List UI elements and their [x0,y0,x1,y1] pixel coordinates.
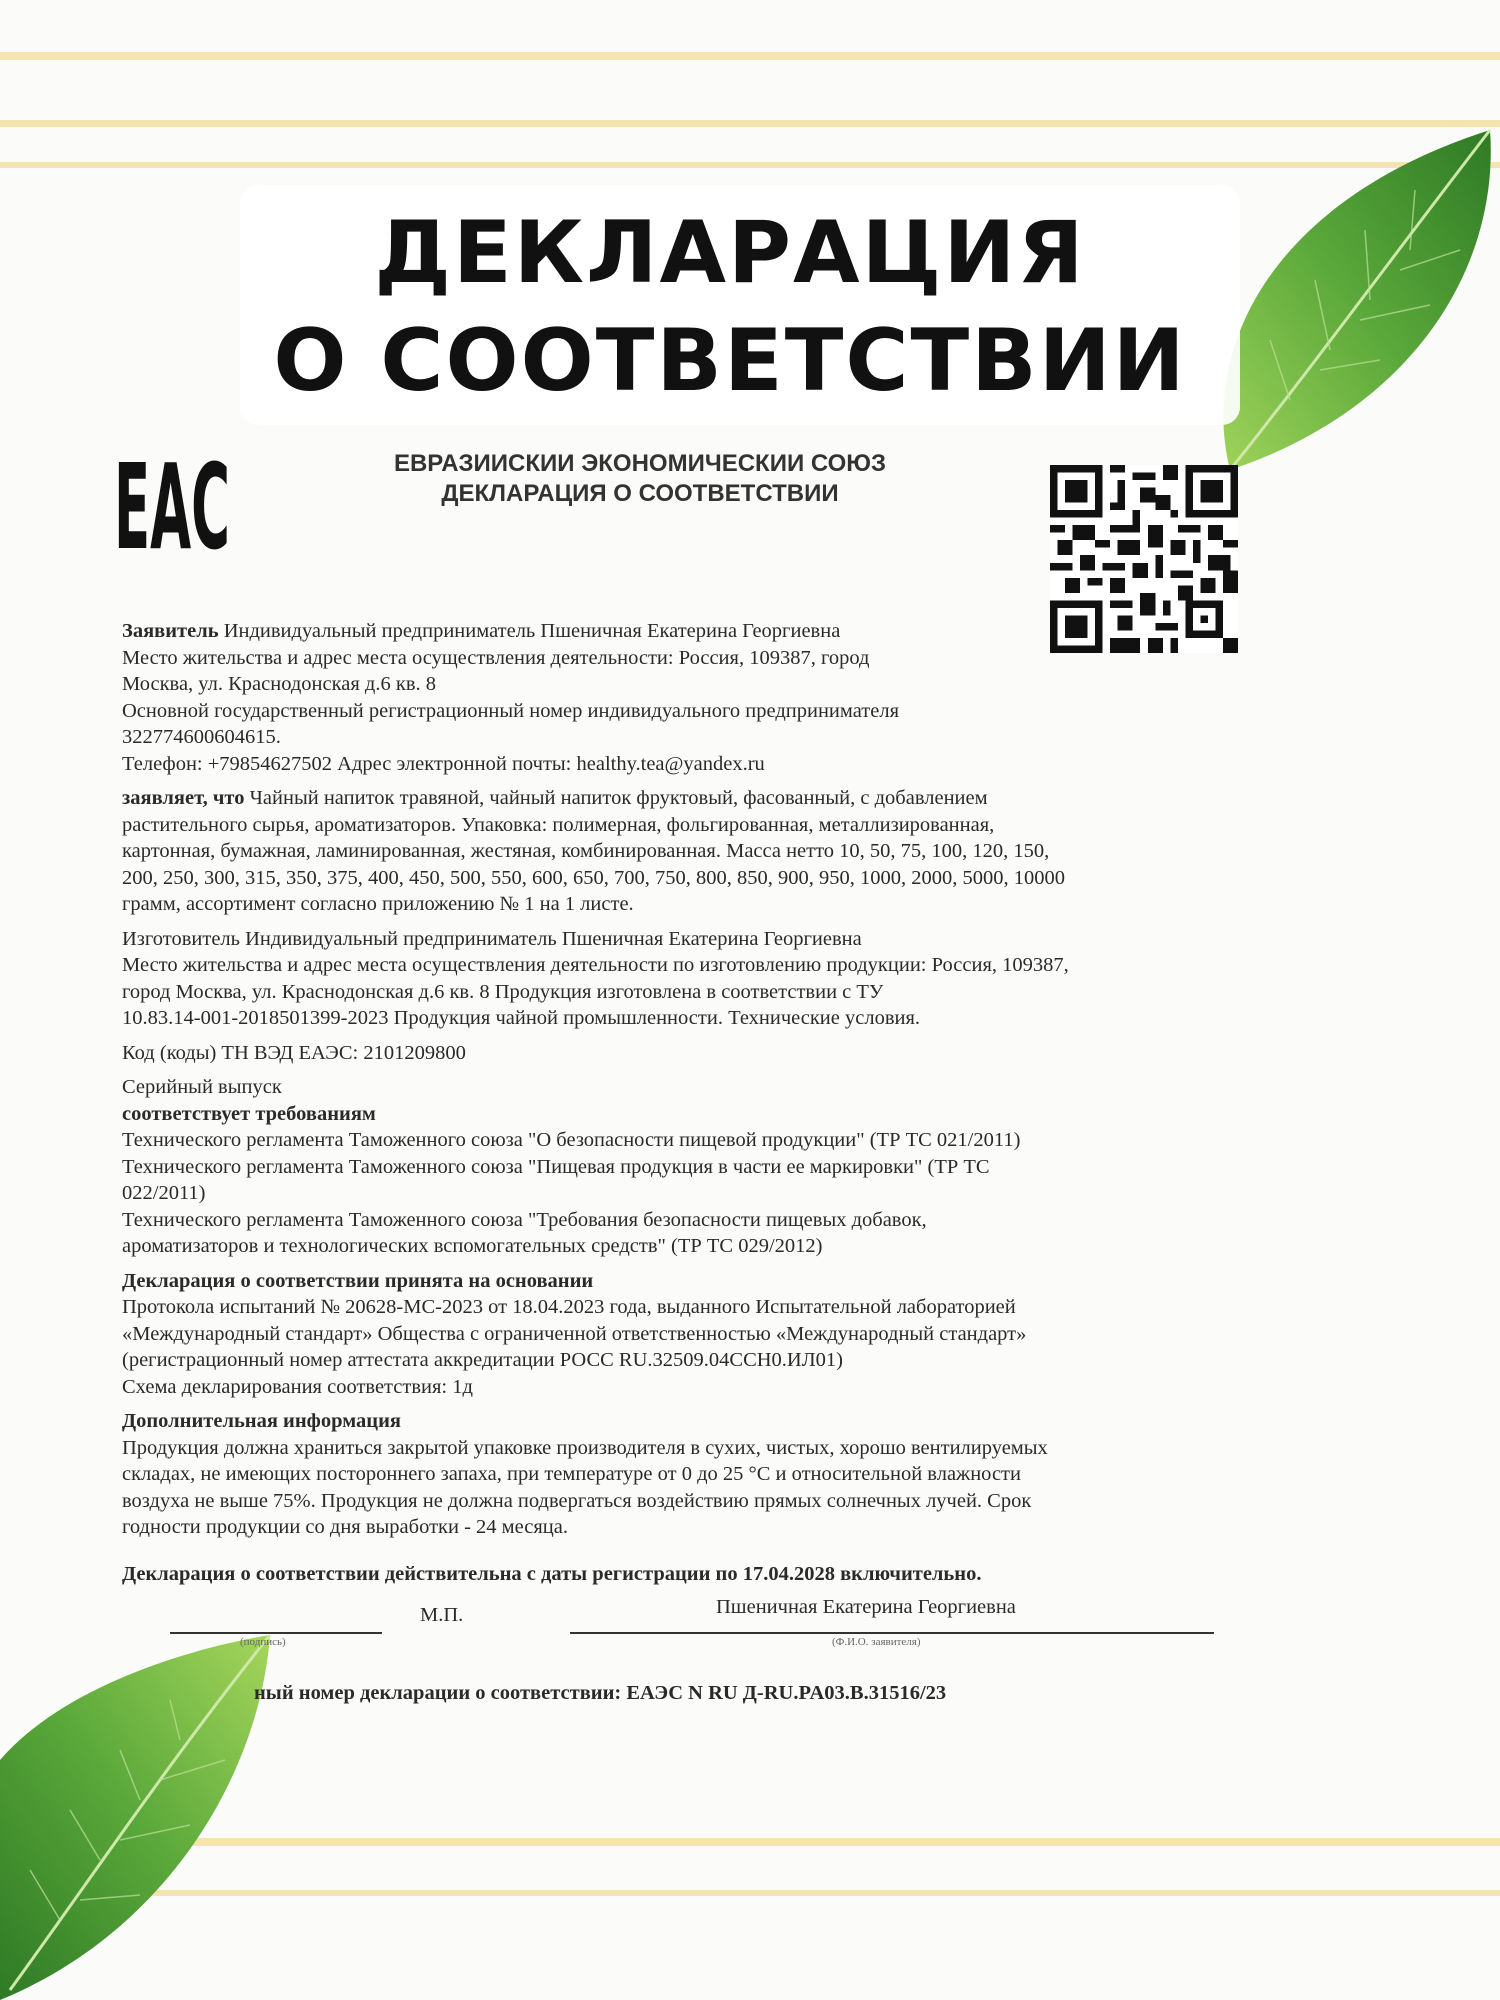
product-line-5: грамм, ассортимент согласно приложению № 1 на 1 листе. [122,893,634,915]
additional-label-text: Дополнительная информация [122,1410,401,1432]
eac-logo-text: EAC [114,438,230,576]
product-line-4: 200, 250, 300, 315, 350, 375, 400, 450, 500, 550, 600, 650, 700, 750, 800, 850, 900, 950, 1000, 2000, 5000, 10000 [122,866,1065,889]
requirement-line-3: 022/2011) [122,1182,206,1204]
manufacturer-line-3: город Москва, ул. Краснодонская д.6 кв. 8 Продукция изготовлена в соответствии с ТУ [122,980,884,1003]
page-title-line-2: О СООТВЕТСТВИИ [273,311,1187,411]
eac-logo-icon [114,438,232,576]
requirement-line-5: ароматизаторов и технологических вспомогательных средств" (ТР ТС 029/2012) [122,1235,823,1257]
applicant-ogrn-2: 322774600604615. [122,726,281,748]
registration-number: ный номер декларации о соответствии: ЕАЭС N RU Д-RU.PA03.B.31516/23 [254,1682,947,1704]
additional-line-4: годности продукции со дня выработки - 24 месяца. [122,1516,568,1538]
requirement-line-4: Технического регламента Таможенного союза "Требования безопасности пищевых добавок, [122,1208,927,1231]
declaration-heading: ДЕКЛАРАЦИЯ О СООТВЕТСТВИИ [441,480,839,507]
batch-type: Серийный выпуск [122,1076,282,1098]
basis-line-4: Схема декларирования соответствия: 1д [122,1375,473,1398]
applicant-name: Индивидуальный предприниматель Пшеничная Екатерина Георгиевна [218,620,841,642]
page-title-line-1: ДЕКЛАРАЦИЯ [374,203,1086,303]
name-caption: (Ф.И.О. заявителя) [832,1636,921,1648]
product-text-1: Чайный напиток травяной, чайный напиток фруктовый, фасованный, с добавлением [244,787,988,809]
additional-line-1: Продукция должна храниться закрытой упаковке производителя в сухих, чистых, хорошо вентилируемых [122,1436,1048,1459]
product-line-2: растительного сырья, ароматизаторов. Упаковка: полимерная, фольгированная, металлизированная, [122,813,995,836]
requirement-line-1: Технического регламента Таможенного союза "О безопасности пищевой продукции" (ТР ТС 021/2011) [122,1129,1021,1151]
basis-line-3: (регистрационный номер аттестата аккредитации РОСС RU.32509.04ССН0.ИЛ01) [122,1349,843,1371]
additional-label [122,1408,1212,1435]
additional-line-2: складах, не имеющих постороннего запаха, при температуре от 0 до 25 °С и относительной влажности [122,1463,1021,1485]
tnved-code: Код (коды) ТН ВЭД ЕАЭС: 2101209800 [122,1041,466,1064]
applicant-line [122,618,1212,645]
decor-stripe-top-1 [0,52,1500,60]
signature-line [170,1632,382,1634]
manufacturer-line-2: Место жительства и адрес места осуществления деятельности по изготовлению продукции: Россия, 109387, [122,954,1069,976]
signatory-name: Пшеничная Екатерина Георгиевна [716,1596,1016,1618]
product-line-1 [122,785,1212,812]
basis-label [122,1268,1212,1295]
requirements-label [122,1101,1212,1128]
applicant-label: Заявитель [122,620,219,642]
applicant-contacts: Телефон: +79854627502 Адрес электронной почты: healthy.tea@yandex.ru [122,752,765,775]
applicant-ogrn-1: Основной государственный регистрационный номер индивидуального предпринимателя [122,699,900,722]
product-label: заявляет, что [122,787,245,809]
manufacturer-line-1: Изготовитель Индивидуальный предприниматель Пшеничная Екатерина Георгиевна [122,927,862,950]
name-line [570,1632,1214,1634]
requirements-label-text: соответствует требованиям [122,1102,376,1125]
requirement-line-2: Технического регламента Таможенного союза "Пищевая продукция в части ее маркировки" (ТР ТС [122,1155,990,1178]
basis-line-1: Протокола испытаний № 20628-МС-2023 от 18.04.2023 года, выданного Испытательной лабораторией [122,1296,1016,1318]
product-line-3: картонная, бумажная, ламинированная, жестяная, комбинированная. Масса нетто 10, 50, 75, 100, 120, 150, [122,840,1050,862]
union-heading: ЕВРАЗИИСКИИ ЭКОНОМИЧЕСКИИ СОЮЗ [393,450,887,477]
declaration-body [122,618,1212,1587]
applicant-address-1: Место жительства и адрес места осуществления деятельности: Россия, 109387, город [122,646,870,669]
applicant-address-2: Москва, ул. Краснодонская д.6 кв. 8 [122,673,436,695]
validity-statement: Декларация о соответствии действительна с даты регистрации по 17.04.2028 включительно. [122,1562,982,1585]
leaf-bottom-left-icon [0,1630,280,2000]
signature-caption: (подпись) [240,1636,286,1648]
basis-label-text: Декларация о соответствии принята на основании [122,1269,594,1292]
manufacturer-line-4: 10.83.14-001-2018501399-2023 Продукция чайной промышленности. Технические условия. [122,1007,921,1029]
additional-line-3: воздуха не выше 75%. Продукция не должна подвергаться воздействию прямых солнечных лучей. Срок [122,1489,1032,1512]
stamp-place: М.П. [420,1604,464,1626]
basis-line-2: «Международный стандарт» Общества с ограниченной ответственностью «Международный стандарт» [122,1322,1027,1345]
